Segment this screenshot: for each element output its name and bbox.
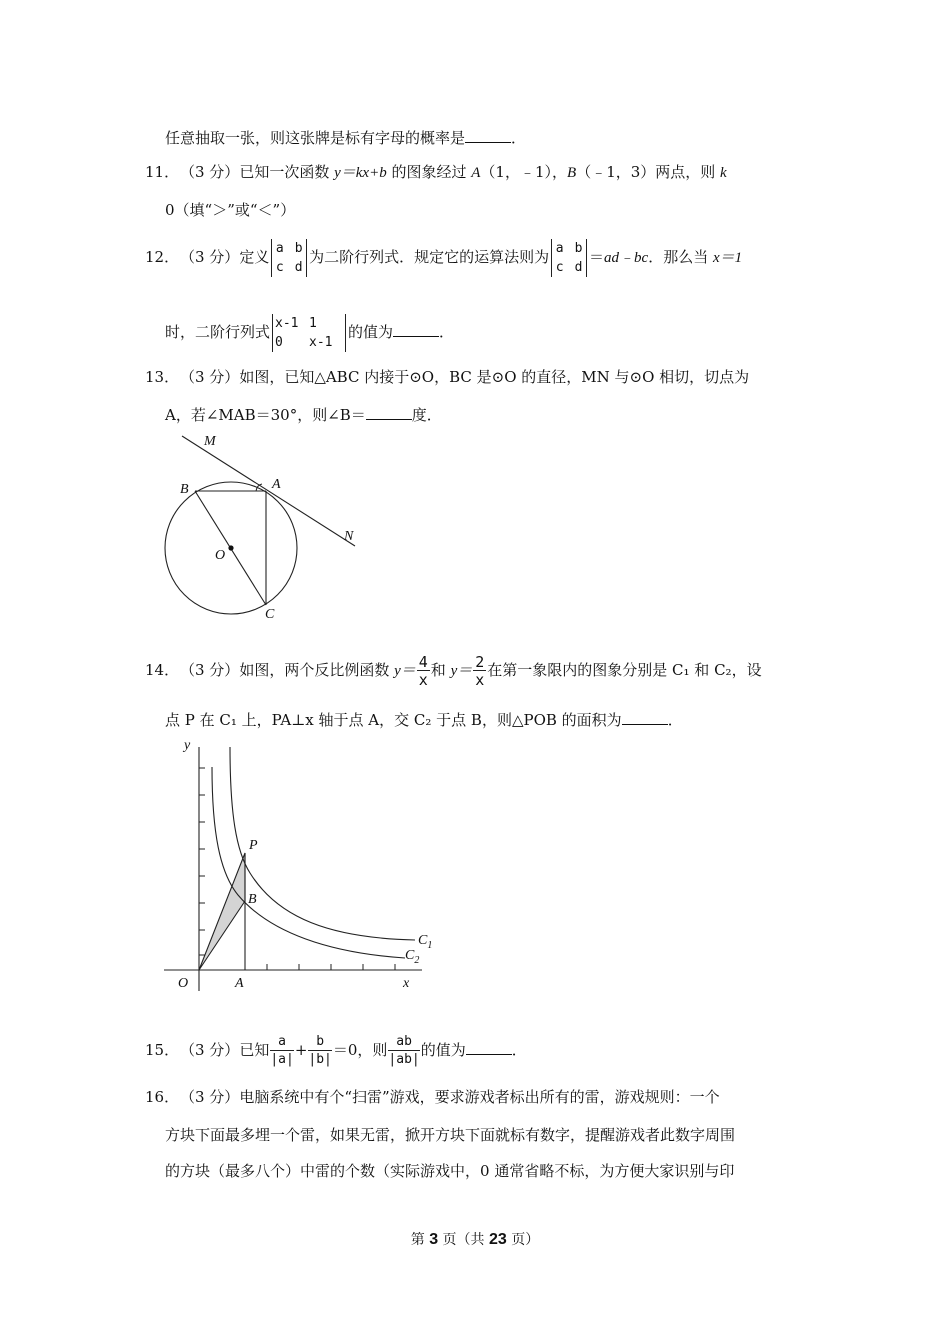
label-a: A bbox=[272, 477, 281, 492]
label-n: N bbox=[344, 529, 354, 544]
determinant-x: x-1 1 0 x-1 bbox=[272, 314, 346, 352]
label-c1: $C_1$ bbox=[418, 933, 433, 951]
label-b: B bbox=[248, 892, 257, 907]
label-m: M bbox=[204, 434, 216, 449]
question-number: 11． bbox=[145, 163, 180, 181]
fraction-2-over-x: $\frac{2}{x}$ bbox=[475, 652, 485, 689]
label-o: O bbox=[178, 976, 189, 991]
question-16-line3: 的方块（最多八个）中雷的个数（实际游戏中，0 通常省略不标，为方便大家识别与印 bbox=[165, 1162, 735, 1180]
question-number: 16． bbox=[145, 1088, 180, 1106]
determinant-rule: a b c d bbox=[551, 239, 587, 277]
question-14-line2: 点 P 在 C₁ 上，PA⊥x 轴于点 A，交 C₂ 于点 B，则△POB 的面积为 ． bbox=[165, 711, 683, 729]
curve-c1 bbox=[230, 747, 415, 940]
answer-blank[interactable] bbox=[393, 322, 439, 337]
determinant-definition: a b c d bbox=[271, 239, 307, 277]
question-11-line2: 0（填“＞”或“＜”） bbox=[165, 201, 296, 219]
question-number: 14． bbox=[145, 661, 180, 679]
question-16-line2: 方块下面最多埋一个雷，如果无雷，掀开方块下面就标有数字，提醒游戏者此数字周围 bbox=[165, 1126, 736, 1144]
fraction-a: $\frac{a}{|a|}$ bbox=[270, 1033, 294, 1067]
label-b: B bbox=[180, 482, 189, 497]
triangle-pob bbox=[199, 853, 245, 970]
label-c2: $C_2$ bbox=[405, 948, 420, 966]
question-number: 13． bbox=[145, 368, 180, 386]
label-c: C bbox=[265, 607, 275, 622]
inverse-function-figure bbox=[160, 733, 460, 998]
angle-mark bbox=[256, 484, 262, 491]
fraction-4-over-x: $\frac{4}{x}$ bbox=[418, 652, 428, 689]
answer-blank[interactable] bbox=[622, 710, 668, 725]
question-number: 12． bbox=[145, 248, 180, 266]
label-x: x bbox=[403, 976, 410, 991]
page-footer: 第 3 页（共 23 页） bbox=[410, 1231, 540, 1248]
center-point bbox=[228, 545, 233, 550]
label-a: A bbox=[235, 976, 244, 991]
axis-ticks bbox=[199, 768, 395, 970]
answer-blank[interactable] bbox=[366, 405, 412, 420]
question-number: 15． bbox=[145, 1041, 180, 1059]
intro-line: 任意抽取一张，则这张牌是标有字母的概率是 ． bbox=[165, 129, 527, 147]
answer-blank[interactable] bbox=[466, 1040, 512, 1055]
label-p: P bbox=[249, 838, 258, 853]
question-13-line2: A，若∠MAB＝30°，则∠B＝ 度． bbox=[165, 406, 442, 424]
label-y: y bbox=[184, 738, 191, 753]
fraction-b: $\frac{b}{|b|}$ bbox=[308, 1033, 332, 1067]
question-12-line2: 时，二阶行列式 x-1 1 0 x-1 的值为 ． bbox=[165, 316, 455, 350]
circle-figure bbox=[150, 428, 370, 628]
label-o: O bbox=[215, 548, 226, 563]
answer-blank[interactable] bbox=[465, 128, 511, 143]
fraction-ab: $\frac{ab}{|ab|}$ bbox=[388, 1033, 420, 1067]
